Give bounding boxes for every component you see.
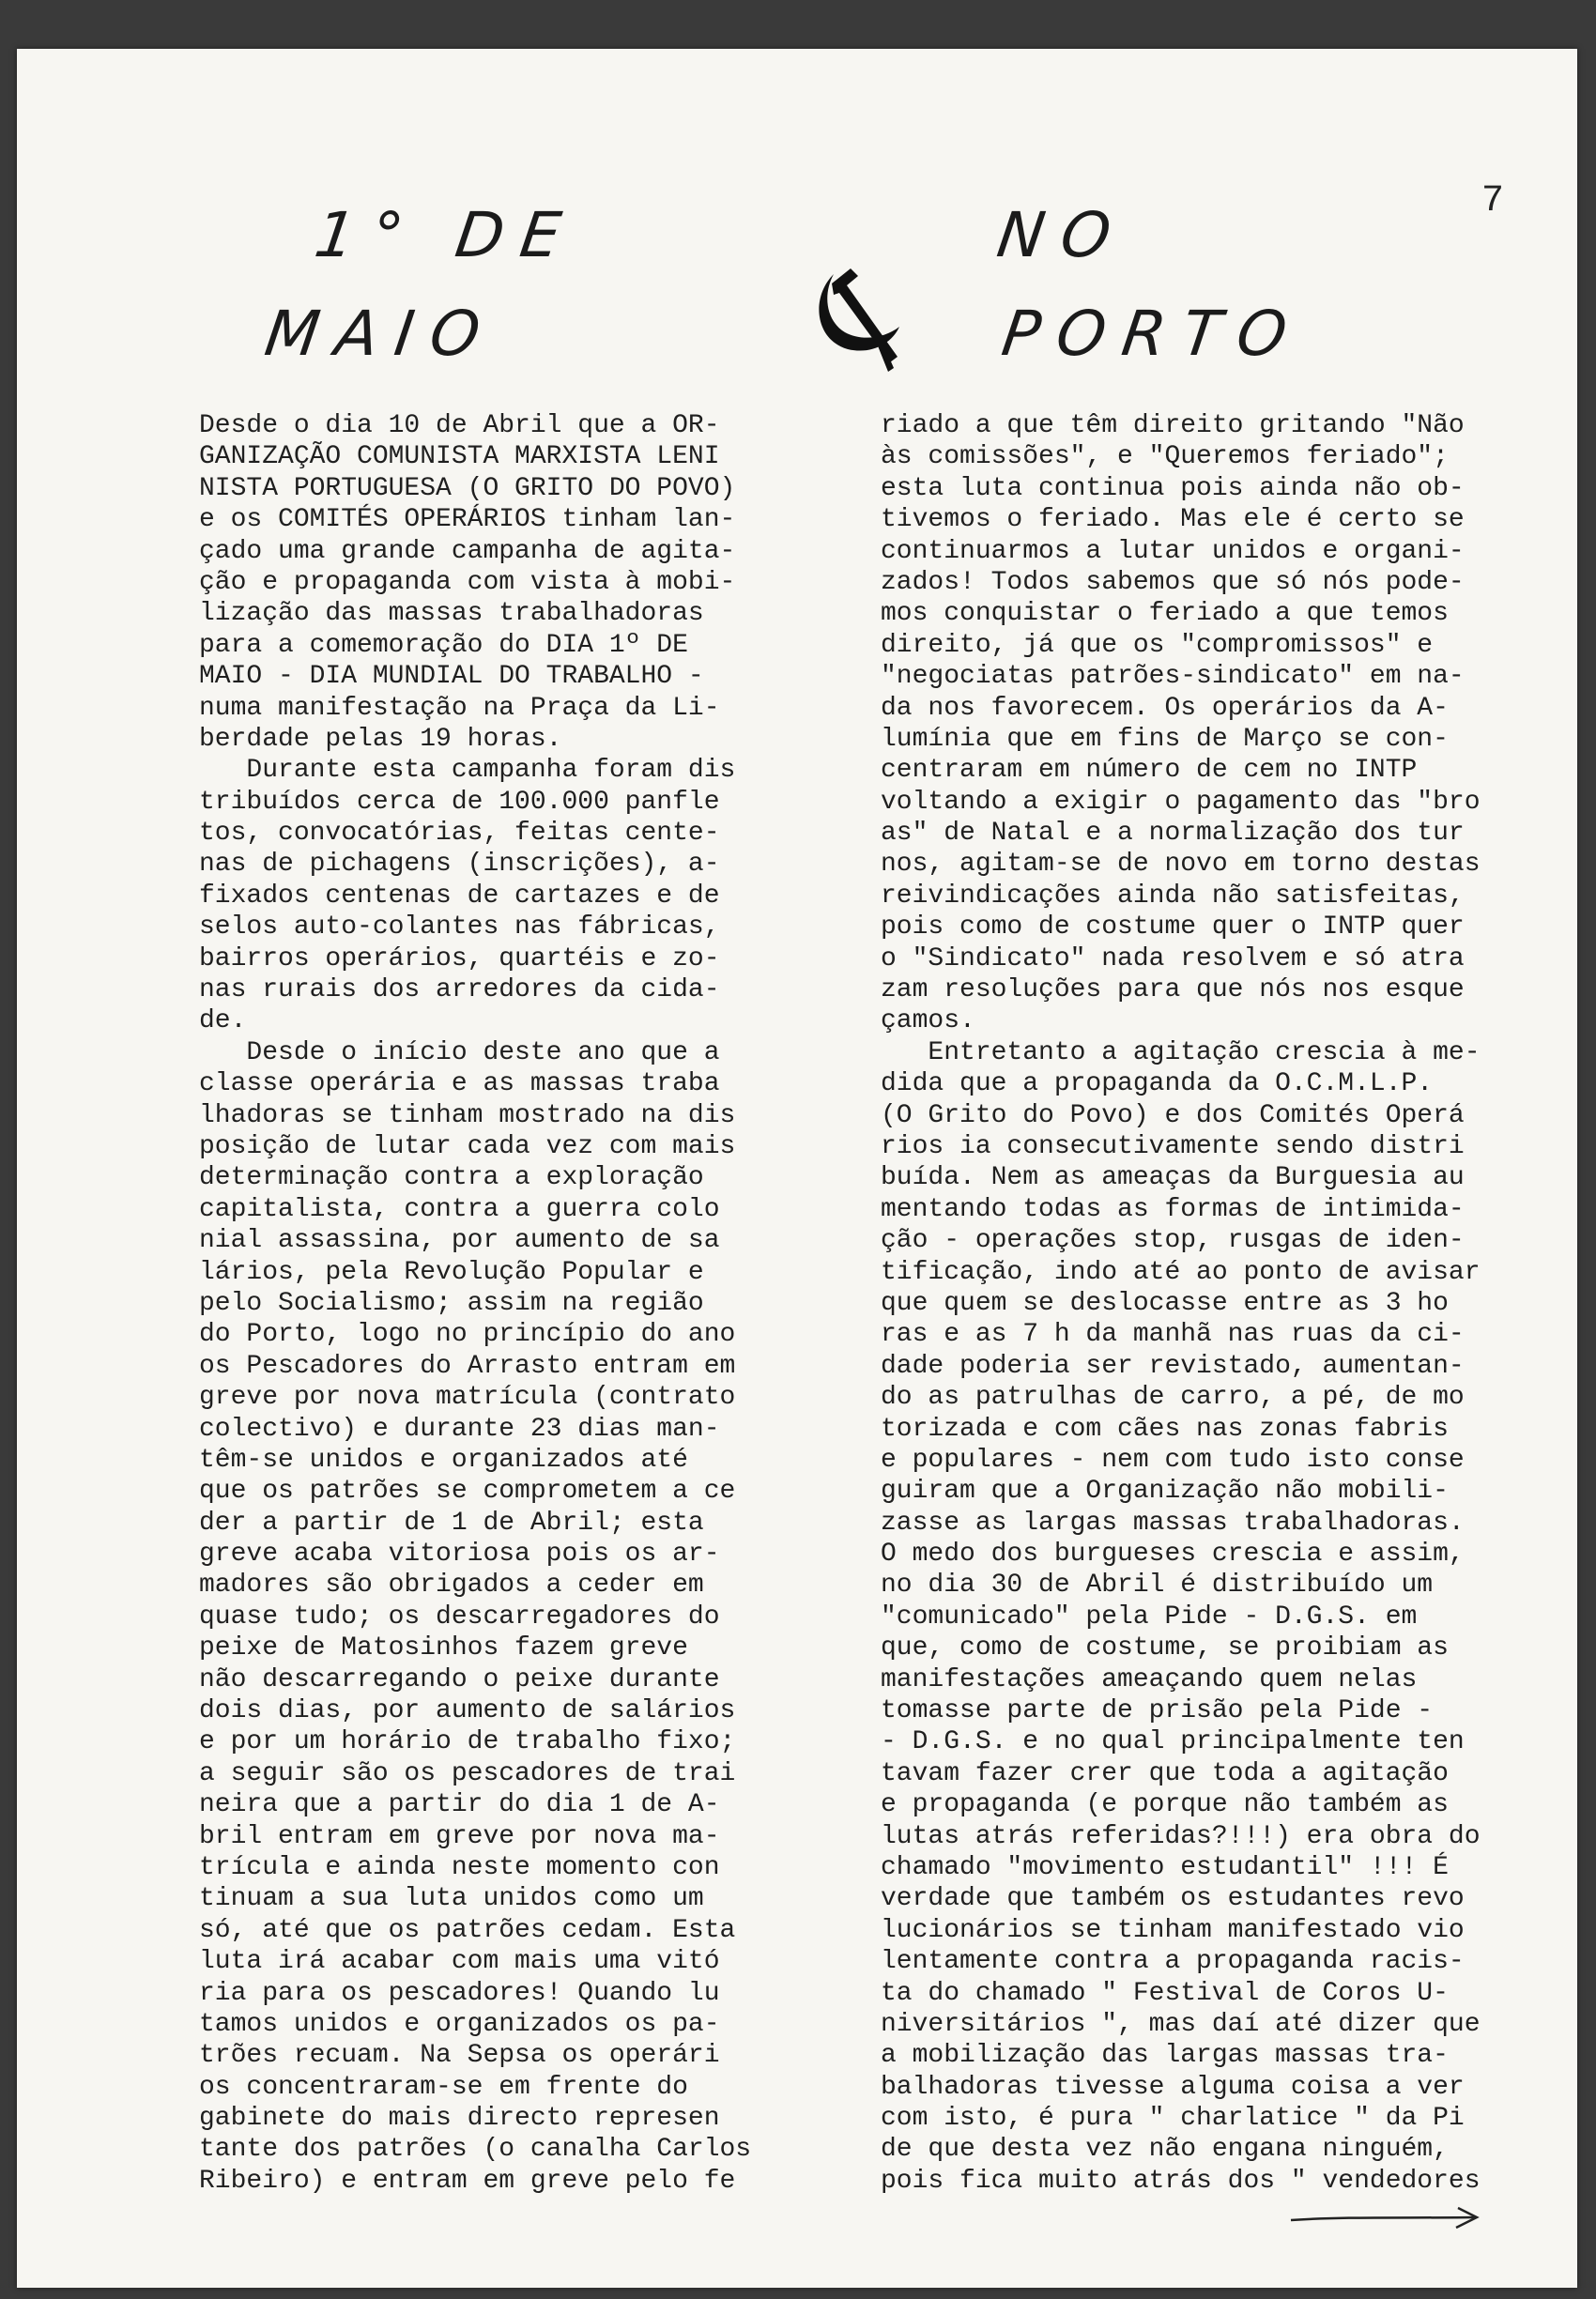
text-line: e os COMITÉS OPERÁRIOS tinham lan- bbox=[199, 505, 736, 535]
text-line: tificação, indo até ao ponto de avisar bbox=[881, 1257, 1481, 1287]
text-line: com isto, é pura " charlatice " da Pi bbox=[881, 2104, 1465, 2134]
text-line: luta irá acabar com mais uma vitó bbox=[199, 1947, 720, 1977]
text-line: às comissões", e "Queremos feriado"; bbox=[881, 442, 1449, 472]
text-line: para a comemoração do DIA 1º DE bbox=[199, 630, 688, 660]
text-line: Desde o dia 10 de Abril que a OR- bbox=[199, 411, 720, 440]
text-line: e por um horário de trabalho fixo; bbox=[199, 1727, 736, 1757]
headline-left-top: 1° DE bbox=[310, 199, 582, 271]
text-line: dida que a propaganda da O.C.M.L.P. bbox=[881, 1069, 1434, 1099]
text-line: tomasse parte de prisão pela Pide - bbox=[881, 1696, 1434, 1726]
text-line: lentamente contra a propaganda racis- bbox=[881, 1947, 1465, 1977]
text-line: centraram em número de cem no INTP bbox=[881, 756, 1418, 786]
text-line: do Porto, logo no princípio do ano bbox=[199, 1320, 736, 1350]
text-line: - D.G.S. e no qual principalmente ten bbox=[881, 1727, 1465, 1757]
text-line: Ribeiro) e entram em greve pelo fe bbox=[199, 2166, 736, 2196]
text-line: balhadoras tivesse alguma coisa a ver bbox=[881, 2072, 1465, 2102]
text-line: só, até que os patrões cedam. Esta bbox=[199, 1915, 736, 1945]
text-line: fixados centenas de cartazes e de bbox=[199, 881, 720, 911]
text-line: a seguir são os pescadores de trai bbox=[199, 1758, 736, 1788]
text-line: de. bbox=[199, 1006, 247, 1036]
text-line: pois como de costume quer o INTP quer bbox=[881, 912, 1465, 943]
text-line: tivemos o feriado. Mas ele é certo se bbox=[881, 505, 1465, 535]
headline-left-bottom: MAIO bbox=[260, 298, 501, 370]
text-line: da nos favorecem. Os operários da A- bbox=[881, 693, 1449, 723]
text-line: nas rurais dos arredores da cida- bbox=[199, 975, 720, 1005]
text-line: dade poderia ser revistado, aumentan- bbox=[881, 1351, 1465, 1381]
text-line: trícula e ainda neste momento con bbox=[199, 1852, 720, 1882]
text-line: greve por nova matrícula (contrato bbox=[199, 1383, 736, 1413]
text-line: tribuídos cerca de 100.000 panfle bbox=[199, 787, 720, 817]
text-line: berdade pelas 19 horas. bbox=[199, 724, 562, 754]
text-line: mentando todas as formas de intimida- bbox=[881, 1194, 1465, 1224]
text-line: zam resoluções para que nós nos esque bbox=[881, 975, 1465, 1005]
text-line: voltando a exigir o pagamento das "bro bbox=[881, 787, 1481, 817]
text-line: dois dias, por aumento de salários bbox=[199, 1696, 736, 1726]
text-line: e populares - nem com tudo isto conse bbox=[881, 1445, 1465, 1475]
text-line: NISTA PORTUGUESA (O GRITO DO POVO) bbox=[199, 473, 736, 503]
hammer-and-sickle-icon bbox=[806, 246, 918, 377]
text-line: determinação contra a exploração bbox=[199, 1163, 704, 1193]
text-line: ção e propaganda com vista à mobi- bbox=[199, 567, 736, 597]
text-line: lumínia que em fins de Março se con- bbox=[881, 724, 1449, 754]
text-line: trões recuam. Na Sepsa os operári bbox=[199, 2041, 720, 2071]
text-line: madores são obrigados a ceder em bbox=[199, 1571, 704, 1601]
text-line: "negociatas patrões-sindicato" em na- bbox=[881, 662, 1465, 692]
text-line: no dia 30 de Abril é distribuído um bbox=[881, 1571, 1434, 1601]
text-line: posição de lutar cada vez com mais bbox=[199, 1131, 736, 1161]
text-line: quase tudo; os descarregadores do bbox=[199, 1602, 720, 1632]
right-column bbox=[881, 410, 1500, 2197]
text-line: ta do chamado " Festival de Coros U- bbox=[881, 1978, 1449, 2008]
text-line: çado uma grande campanha de agita- bbox=[199, 536, 736, 566]
text-line: "comunicado" pela Pide - D.G.S. em bbox=[881, 1602, 1418, 1632]
right-arrow-icon bbox=[1289, 2203, 1486, 2231]
text-line: não descarregando o peixe durante bbox=[199, 1664, 720, 1694]
text-line: o "Sindicato" nada resolvem e só atra bbox=[881, 943, 1465, 973]
text-line: classe operária e as massas traba bbox=[199, 1069, 720, 1099]
text-line: que, como de costume, se proibiam as bbox=[881, 1633, 1449, 1663]
text-line: têm-se unidos e organizados até bbox=[199, 1445, 688, 1475]
headline-right-bottom: PORTO bbox=[997, 298, 1309, 370]
text-line: ção - operações stop, rusgas de iden- bbox=[881, 1226, 1465, 1256]
text-line: guiram que a Organização não mobili- bbox=[881, 1477, 1449, 1507]
text-line: pelo Socialismo; assim na região bbox=[199, 1288, 704, 1318]
text-line: que os patrões se comprometem a ce bbox=[199, 1477, 736, 1507]
text-line: manifestações ameaçando quem nelas bbox=[881, 1664, 1418, 1694]
text-line: capitalista, contra a guerra colo bbox=[199, 1194, 720, 1224]
text-line: colectivo) e durante 23 dias man- bbox=[199, 1414, 720, 1444]
text-line: (O Grito do Povo) e dos Comités Operá bbox=[881, 1100, 1465, 1130]
text-line: greve acaba vitoriosa pois os ar- bbox=[199, 1540, 720, 1570]
text-line: buída. Nem as ameaças da Burguesia au bbox=[881, 1163, 1465, 1193]
left-column bbox=[199, 410, 762, 2197]
text-line: niversitários ", mas daí até dizer que bbox=[881, 2009, 1481, 2039]
text-line: neira que a partir do dia 1 de A- bbox=[199, 1790, 720, 1820]
headline-right-top: NO bbox=[992, 199, 1132, 271]
text-line: nas de pichagens (inscrições), a- bbox=[199, 850, 720, 880]
document-page bbox=[17, 49, 1577, 2288]
text-line: zados! Todos sabemos que só nós pode- bbox=[881, 567, 1465, 597]
text-line: ras e as 7 h da manhã nas ruas da ci- bbox=[881, 1320, 1465, 1350]
text-line: verdade que também os estudantes revo bbox=[881, 1884, 1465, 1914]
text-line: riado a que têm direito gritando "Não bbox=[881, 411, 1465, 440]
text-line: der a partir de 1 de Abril; esta bbox=[199, 1508, 704, 1538]
text-line: a mobilização das largas massas tra- bbox=[881, 2041, 1449, 2071]
text-line: os concentraram-se em frente do bbox=[199, 2072, 688, 2102]
text-line: mos conquistar o feriado a que temos bbox=[881, 599, 1449, 629]
text-line: Desde o início deste ano que a bbox=[199, 1037, 720, 1067]
text-line: torizada e com cães nas zonas fabris bbox=[881, 1414, 1449, 1444]
text-line: tante dos patrões (o canalha Carlos bbox=[199, 2135, 752, 2165]
text-line: zasse as largas massas trabalhadoras. bbox=[881, 1508, 1465, 1538]
text-line: os Pescadores do Arrasto entram em bbox=[199, 1351, 736, 1381]
text-line: nial assassina, por aumento de sa bbox=[199, 1226, 720, 1256]
text-line: bairros operários, quartéis e zo- bbox=[199, 943, 720, 973]
text-line: tamos unidos e organizados os pa- bbox=[199, 2009, 720, 2039]
text-line: selos auto-colantes nas fábricas, bbox=[199, 912, 720, 943]
text-line: pois fica muito atrás dos " vendedores bbox=[881, 2166, 1481, 2196]
text-line: nos, agitam-se de novo em torno destas bbox=[881, 850, 1481, 880]
text-line: tinuam a sua luta unidos como um bbox=[199, 1884, 704, 1914]
text-line: rios ia consecutivamente sendo distri bbox=[881, 1131, 1465, 1161]
text-line: Durante esta campanha foram dis bbox=[199, 756, 736, 786]
text-line: direito, já que os "compromissos" e bbox=[881, 630, 1434, 660]
text-line: lização das massas trabalhadoras bbox=[199, 599, 704, 629]
text-line: as" de Natal e a normalização dos tur bbox=[881, 819, 1465, 849]
text-line: gabinete do mais directo represen bbox=[199, 2104, 720, 2134]
text-line: O medo dos burgueses crescia e assim, bbox=[881, 1540, 1465, 1570]
text-line: tos, convocatórias, feitas cente- bbox=[199, 819, 720, 849]
text-line: lhadoras se tinham mostrado na dis bbox=[199, 1100, 736, 1130]
text-line: de que desta vez não engana ninguém, bbox=[881, 2135, 1449, 2165]
text-line: e propaganda (e porque não também as bbox=[881, 1790, 1449, 1820]
text-line: tavam fazer crer que toda a agitação bbox=[881, 1758, 1449, 1788]
text-line: que quem se deslocasse entre as 3 ho bbox=[881, 1288, 1449, 1318]
text-line: çamos. bbox=[881, 1006, 975, 1036]
text-line: ria para os pescadores! Quando lu bbox=[199, 1978, 720, 2008]
text-line: Entretanto a agitação crescia à me- bbox=[881, 1037, 1481, 1067]
text-line: reivindicações ainda não satisfeitas, bbox=[881, 881, 1465, 911]
text-line: MAIO - DIA MUNDIAL DO TRABALHO - bbox=[199, 662, 704, 692]
text-line: bril entram em greve por nova ma- bbox=[199, 1821, 720, 1851]
text-line: chamado "movimento estudantil" !!! É bbox=[881, 1852, 1449, 1882]
text-line: lários, pela Revolução Popular e bbox=[199, 1257, 704, 1287]
page-number: 7 bbox=[1481, 180, 1505, 222]
text-line: do as patrulhas de carro, a pé, de mo bbox=[881, 1383, 1465, 1413]
text-line: esta luta continua pois ainda não ob- bbox=[881, 473, 1465, 503]
text-line: GANIZAÇÃO COMUNISTA MARXISTA LENI bbox=[199, 442, 720, 472]
text-line: numa manifestação na Praça da Li- bbox=[199, 693, 720, 723]
text-line: lutas atrás referidas?!!!) era obra do bbox=[881, 1821, 1481, 1851]
text-line: lucionários se tinham manifestado vio bbox=[881, 1915, 1465, 1945]
text-line: peixe de Matosinhos fazem greve bbox=[199, 1633, 688, 1663]
text-line: continuarmos a lutar unidos e organi- bbox=[881, 536, 1465, 566]
